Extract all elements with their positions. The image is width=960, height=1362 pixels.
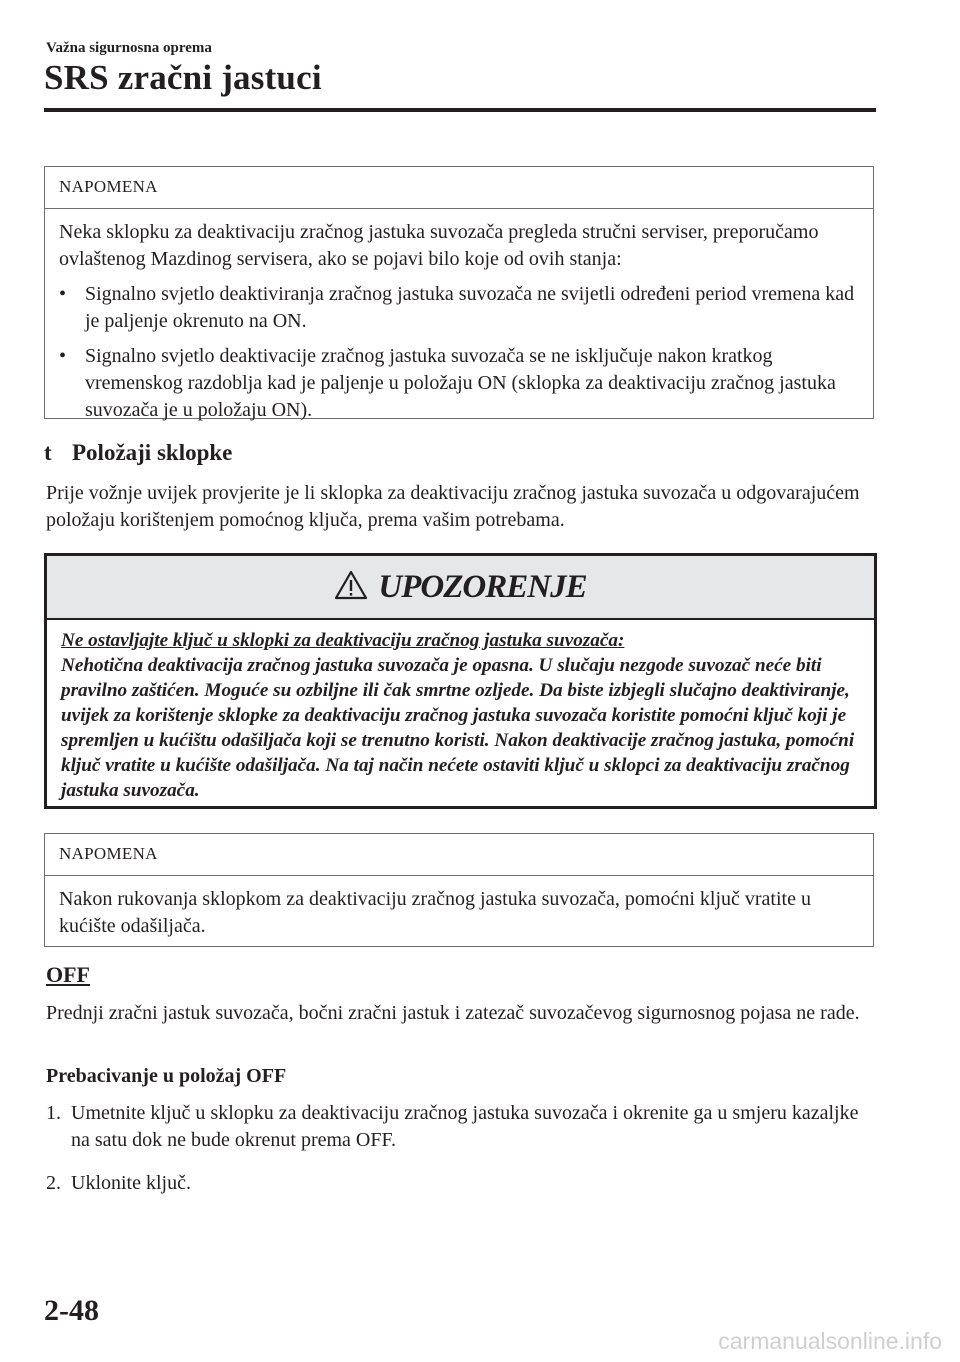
bullet-icon: • bbox=[59, 345, 67, 367]
step-item bbox=[46, 1100, 876, 1154]
step-number: 2. bbox=[46, 1172, 61, 1194]
note-box-1 bbox=[44, 166, 874, 419]
note-intro: Neka sklopku za deaktivaciju zračnog jastuka suvozača pregleda stručni serviser, preporučamo ovlaštenog Mazdinog servisera, ako se pojavi bilo koje od ovih stanja: bbox=[59, 221, 819, 270]
note-body bbox=[45, 876, 873, 952]
warning-header bbox=[47, 556, 874, 620]
warning-text: Nehotična deaktivacija zračnog jastuka suvozača je opasna. U slučaju nezgode suvozač neće biti pravilno zaštićen. Moguće su ozbiljne ili čak smrtne ozljede. Da biste izbjegli slučajno deaktiviranje, uvijek za korištenje sklopke za deaktivaciju zračnog jastuka suvozača koristite pomoćni ključ koji je spremljen u kućištu odašiljača koji se trenutno koristi. Nakon deaktivacije zračnog jastuka, pomoćni ključ vratite u kućište odašiljača. Na taj način nećete ostaviti ključ u sklopci za deaktivaciju zračnog jastuka suvozača. bbox=[61, 655, 855, 801]
bullet-text: Signalno svjetlo deaktiviranja zračnog jastuka suvozača ne svijetli određeni period vremena kad je paljenje okrenuto na ON. bbox=[85, 283, 855, 332]
note-text: Nakon rukovanja sklopkom za deaktivaciju zračnog jastuka suvozača, pomoćni ključ vratite u kućište odašiljača. bbox=[59, 888, 811, 937]
bullet-icon: • bbox=[59, 283, 67, 305]
procedure-title: Prebacivanje u položaj OFF bbox=[46, 1065, 287, 1087]
warning-triangle-icon bbox=[334, 570, 368, 605]
warning-box bbox=[44, 553, 877, 809]
note-body bbox=[45, 209, 873, 436]
step-text: Uklonite ključ. bbox=[71, 1172, 191, 1194]
header-divider bbox=[44, 108, 876, 112]
step-text: Umetnite ključ u sklopku za deaktivaciju zračnog jastuka suvozača i okrenite ga u smjeru kazaljke na satu dok ne bude okrenut prema OFF. bbox=[71, 1102, 859, 1151]
watermark: carmanualsonline.info bbox=[718, 1328, 942, 1354]
bullet-text: Signalno svjetlo deaktivacije zračnog jastuka suvozača se ne isključuje nakon kratkog vremenskog razdoblja kad je paljenje u položaju ON (sklopka za deaktivaciju zračnog jastuka suvozača je u položaju ON). bbox=[85, 345, 836, 421]
warning-title: UPOZORENJE bbox=[378, 568, 587, 605]
note-bullet bbox=[59, 281, 859, 335]
note-box-2 bbox=[44, 833, 874, 947]
page-title: SRS zračni jastuci bbox=[44, 58, 322, 97]
note-bullet bbox=[59, 343, 859, 424]
section-marker-icon: t bbox=[44, 440, 52, 465]
note-label: NAPOMENA bbox=[45, 167, 873, 209]
step-number: 1. bbox=[46, 1102, 61, 1124]
off-label: OFF bbox=[46, 962, 90, 987]
warning-underlined: Ne ostavljajte ključ u sklopki za deaktivaciju zračnog jastuka suvozača: bbox=[61, 630, 625, 651]
step-item bbox=[46, 1170, 876, 1197]
note-label: NAPOMENA bbox=[45, 834, 873, 876]
section-heading-text: Položaji sklopke bbox=[72, 440, 233, 465]
section-paragraph: Prije vožnje uvijek provjerite je li sklopka za deaktivaciju zračnog jastuka suvozača u odgovarajućem položaju korištenjem pomoćnog ključa, prema vašim potrebama. bbox=[46, 482, 860, 531]
section-header: Važna sigurnosna oprema bbox=[46, 40, 212, 56]
section-heading bbox=[44, 440, 232, 466]
page-number: 2-48 bbox=[44, 1294, 99, 1327]
off-description: Prednji zračni jastuk suvozača, bočni zračni jastuk i zatezač suvozačevog sigurnosnog pojasa ne rade. bbox=[46, 1002, 860, 1024]
warning-body bbox=[47, 620, 874, 803]
